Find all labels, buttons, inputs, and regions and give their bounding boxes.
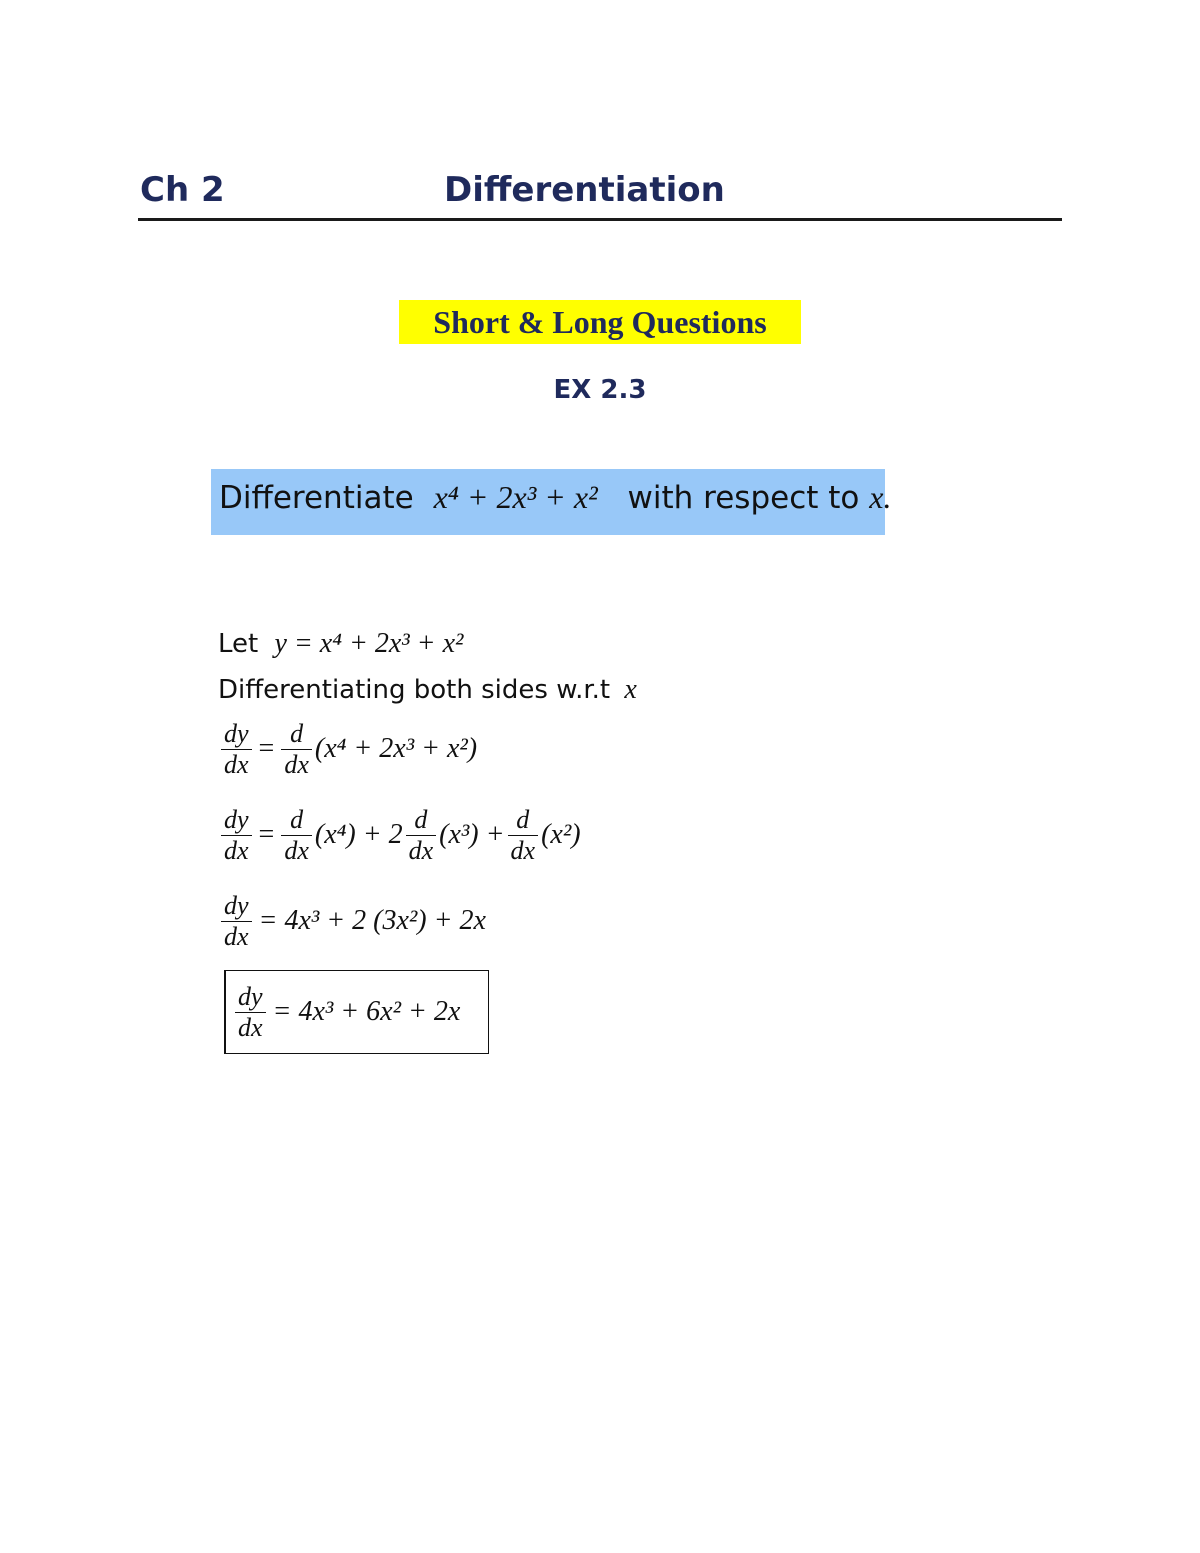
question-expression: x⁴ + 2x³ + x² <box>433 479 598 515</box>
d-dx-operator: $\frac{d}{dx}$ <box>508 805 539 866</box>
dy-dx-fraction: $\frac{dy}{dx}$ <box>235 982 266 1043</box>
d-dx-operator: $\frac{d}{dx}$ <box>281 805 312 866</box>
question-text <box>219 479 891 516</box>
final-equation <box>232 977 460 1047</box>
question-suffix: with respect to <box>627 480 860 516</box>
step-2-equation: $\frac{dy}{dx}$ = $\frac{d}{dx}$ (x⁴) + 2 $\frac{d}{dx}$ (x³) + $\frac{d}{dx}$ (x²) <box>218 800 581 870</box>
dy-dx-fraction: $\frac{dy}{dx}$ <box>221 805 252 866</box>
d-dx-operator: $\frac{d}{dx}$ <box>406 805 437 866</box>
header-divider <box>138 218 1062 221</box>
step-1-rhs: (x⁴ + 2x³ + x²) <box>314 733 478 764</box>
question-prefix: Differentiate <box>219 480 414 516</box>
dy-dx-fraction: $\frac{dy}{dx}$ <box>221 719 252 780</box>
question-box <box>211 469 892 535</box>
differentiating-line <box>218 674 637 706</box>
section-banner <box>399 300 801 344</box>
d-dx-operator: $\frac{d}{dx}$ <box>281 719 312 780</box>
dy-dx-fraction: $\frac{dy}{dx}$ <box>221 891 252 952</box>
let-line <box>218 628 463 660</box>
let-expression: y = x⁴ + 2x³ + x² <box>274 628 464 659</box>
final-rhs: = 4x³ + 6x² + 2x <box>272 996 461 1027</box>
final-answer-box <box>224 970 489 1054</box>
step-2-term-2: (x³) + <box>439 819 505 850</box>
step-2-term-3: (x²) <box>541 819 581 850</box>
step-1-equation: $\frac{dy}{dx}$ = $\frac{d}{dx}$ (x⁴ + 2x³ + x²) <box>218 714 477 784</box>
question-variable: x. <box>869 479 892 515</box>
chapter-label: Ch 2 <box>140 170 225 210</box>
differentiating-variable: x <box>624 674 637 705</box>
let-word: Let <box>218 629 259 659</box>
step-2-term-1: (x⁴) + 2 <box>314 819 403 850</box>
step-3-rhs: = 4x³ + 2 (3x²) + 2x <box>258 905 486 936</box>
exercise-label: EX 2.3 <box>553 375 647 405</box>
step-3-equation <box>218 886 486 956</box>
section-banner-text: Short & Long Questions <box>433 304 767 340</box>
differentiating-text: Differentiating both sides w.r.t <box>218 675 611 705</box>
chapter-title: Differentiation <box>444 170 725 210</box>
page-header <box>138 170 1062 222</box>
